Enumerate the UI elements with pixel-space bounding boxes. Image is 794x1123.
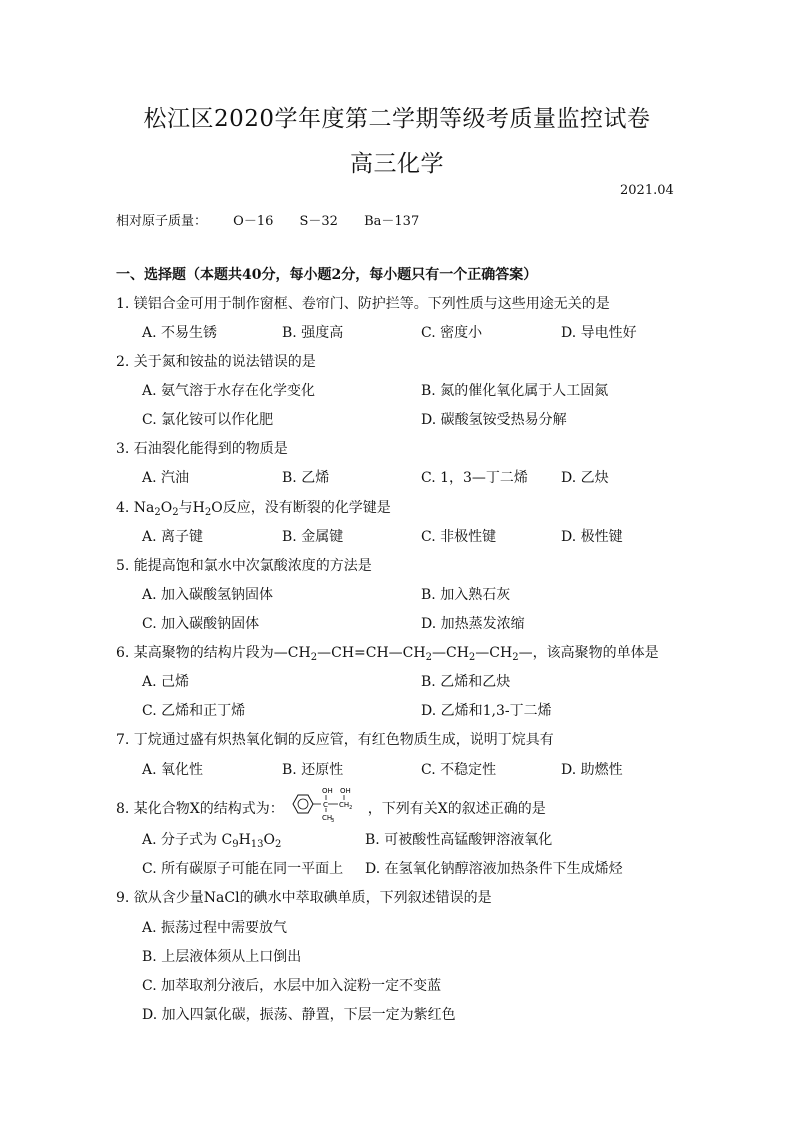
question-stem: 1. 镁铝合金可用于制作窗框、卷帘门、防护拦等。下列性质与这些用途无关的是 [116,296,610,312]
option: D. 导电性好 [561,325,637,341]
option: D. 在氢氧化钠醇溶液加热条件下生成烯烃 [365,861,623,877]
option: A. 氧化性 [142,762,204,778]
option: B. 乙烯和乙炔 [421,674,511,690]
svg-text:OH: OH [321,787,333,795]
option: B. 氮的催化氧化属于人工固氮 [421,383,609,399]
atomic-mass-item: Ba－137 [364,214,420,229]
option: C. 乙烯和正丁烯 [142,703,246,719]
option: D. 助燃性 [561,762,623,778]
option: A. 不易生锈 [142,325,218,341]
option: C. 1，3—丁二烯 [421,470,528,486]
option: D. 乙烯和1,3-丁二烯 [421,703,552,719]
svg-text:3: 3 [330,818,334,823]
section-heading: 一、选择题（本题共40分，每小题2分，每小题只有一个正确答案） [116,267,538,283]
option: A. 离子键 [142,529,204,545]
question-stem: 8. 某化合物X的结构式为： OH OH C $CH_2$ CH 3 ，下列有关X的叙述正确的是 [116,787,546,823]
svg-text:CH2: $CH_2$ [338,801,353,811]
option: C. 加萃取剂分液后，水层中加入淀粉一定不变蓝 [142,978,442,994]
svg-text:CH: CH [321,814,332,822]
option: B. 加入熟石灰 [421,587,511,603]
option: D. 乙炔 [561,470,609,486]
option: B. 强度高 [282,325,344,341]
option: A. 氨气溶于水存在化学变化 [142,383,316,399]
question-stem: 9. 欲从含少量NaCl的碘水中萃取碘单质，下列叙述错误的是 [116,890,492,906]
question-stem: 5. 能提高饱和氯水中次氯酸浓度的方法是 [116,558,372,574]
option: B. 金属键 [282,529,344,545]
option: B. 可被酸性高锰酸钾溶液氧化 [365,832,553,848]
question-stem: 4. $Na_2O_2$与$H_2O$反应，没有断裂的化学键是 [116,500,391,518]
question-stem: 3. 石油裂化能得到的物质是 [116,441,288,457]
option: A. 汽油 [142,470,190,486]
question-stem: 6. 某高聚物的结构片段为$—CH_2—CH=CH—CH_2—CH_2—CH_2—$，该高聚物的单体是 [116,645,659,663]
option: C. 加入碳酸钠固体 [142,616,260,632]
option: C. 氯化铵可以作化肥 [142,412,274,428]
option: B. 还原性 [282,762,344,778]
option: A. 己烯 [142,674,190,690]
svg-text:C: C [322,801,328,809]
question-stem: 7. 丁烷通过盛有炽热氧化铜的反应管，有红色物质生成，说明丁烷具有 [116,732,554,748]
svg-text:OH: OH [339,787,351,795]
option: D. 加入四氯化碳，振荡、静置，下层一定为紫红色 [142,1007,456,1023]
option: C. 非极性键 [421,529,497,545]
atomic-mass-item: O－16 [233,214,274,229]
atomic-mass-item: S－32 [299,214,338,229]
option: B. 乙烯 [282,470,330,486]
option: C. 不稳定性 [421,762,497,778]
option: D. 加热蒸发浓缩 [421,616,525,632]
exam-date: 2021.04 [620,183,674,198]
option: B. 上层液体须从上口倒出 [142,949,302,965]
option: A. 振荡过程中需要放气 [142,920,288,936]
option: C. 密度小 [421,325,483,341]
exam-subject: 高三化学 [350,151,444,177]
atomic-mass-label: 相对原子质量： [116,214,208,229]
option: C. 所有碳原子可能在同一平面上 [142,861,344,877]
exam-title: 松江区2020学年度第二学期等级考质量监控试卷 [143,106,651,132]
structural-formula [286,785,366,823]
option: A. 加入碳酸氢钠固体 [142,587,274,603]
question-stem: 2. 关于氮和铵盐的说法错误的是 [116,354,316,370]
option: A. 分子式为 $C_9H_{13}O_2$ [142,832,282,850]
option: D. 极性键 [561,529,623,545]
atomic-mass-line [116,210,441,229]
option: D. 碳酸氢铵受热易分解 [421,412,567,428]
